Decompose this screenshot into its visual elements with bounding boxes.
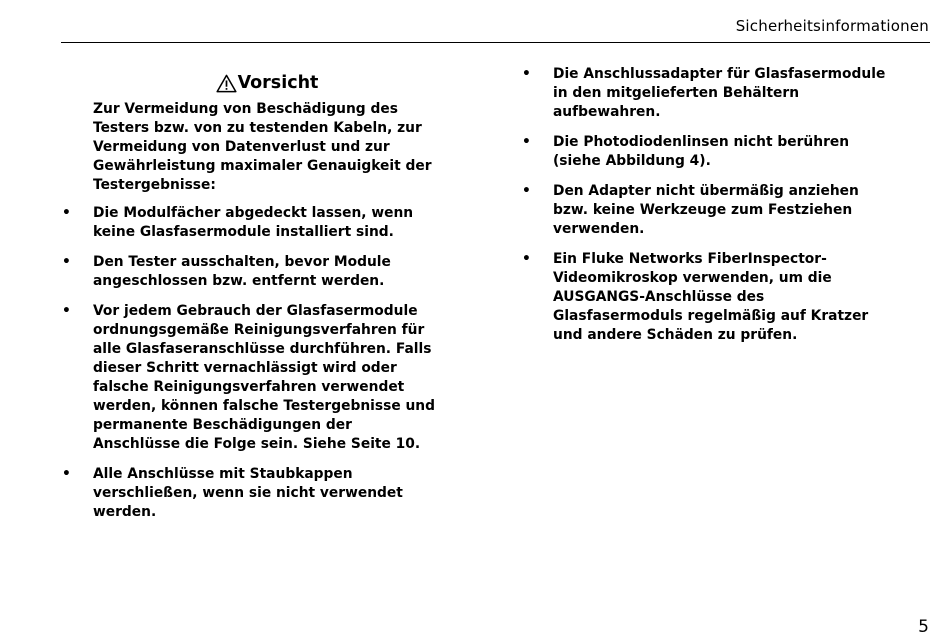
list-item-text: Ein Fluke Networks FiberInspector-Videomikroskop verwenden, um die AUSGANGS-Anschlüsse des Glasfasermoduls regelmäßig auf Kratzer und andere Schäden zu prüfen. <box>553 251 869 343</box>
bullet-dot: • <box>62 205 71 221</box>
left-column <box>61 70 441 533</box>
list-item <box>521 65 891 122</box>
list-item <box>61 253 441 291</box>
header-rule <box>61 42 930 43</box>
list-item-text: Die Modulfächer abgedeckt lassen, wenn keine Glasfasermodule installiert sind. <box>93 205 414 240</box>
bullet-dot: • <box>522 66 531 82</box>
bullet-dot: • <box>522 251 531 267</box>
list-item <box>521 133 891 171</box>
bullet-dot: • <box>62 254 71 270</box>
bullet-dot: • <box>522 183 531 199</box>
list-item-text: Den Adapter nicht übermäßig anziehen bzw. keine Werkzeuge zum Festziehen verwenden. <box>553 183 859 237</box>
list-item-text: Den Tester ausschalten, bevor Module angeschlossen bzw. entfernt werden. <box>93 254 391 289</box>
list-item-text: Alle Anschlüsse mit Staubkappen verschließen, wenn sie nicht verwendet werden. <box>93 466 403 520</box>
list-item <box>521 182 891 239</box>
caution-heading <box>93 70 441 96</box>
list-item-text: Vor jedem Gebrauch der Glasfasermodule ordnungsgemäße Reinigungsverfahren für alle Glasfaseranschlüsse durchführen. Falls dieser Schritt vernachlässigt wird oder falsche Reinigungsverfahren verwendet werden, können falsche Testergebnisse und permanente Beschädigungen der Anschlüsse die Folge sein. Siehe Seite 10. <box>93 303 436 452</box>
warning-triangle-icon <box>216 74 237 93</box>
right-column <box>521 65 891 356</box>
list-item <box>61 302 441 454</box>
left-bullet-list <box>61 204 441 522</box>
list-item-text: Die Anschlussadapter für Glasfasermodule in den mitgelieferten Behältern aufbewahren. <box>553 66 886 120</box>
list-item <box>521 250 891 345</box>
bullet-dot: • <box>62 466 71 482</box>
running-header-title: Sicherheitsinformationen <box>735 17 929 35</box>
caution-intro: Zur Vermeidung von Beschädigung des Testers bzw. von zu testenden Kabeln, zur Vermeidung von Datenverlust und zur Gewährleistung maximaler Genauigkeit der Testergebnisse: <box>93 101 432 193</box>
list-item <box>61 204 441 242</box>
list-item-text: Die Photodiodenlinsen nicht berühren (siehe Abbildung 4). <box>553 134 850 169</box>
page-number: 5 <box>918 617 929 637</box>
right-bullet-list <box>521 65 891 345</box>
bullet-dot: • <box>522 134 531 150</box>
bullet-dot: • <box>62 303 71 319</box>
list-item <box>61 465 441 522</box>
caution-heading-label: Vorsicht <box>237 73 319 93</box>
